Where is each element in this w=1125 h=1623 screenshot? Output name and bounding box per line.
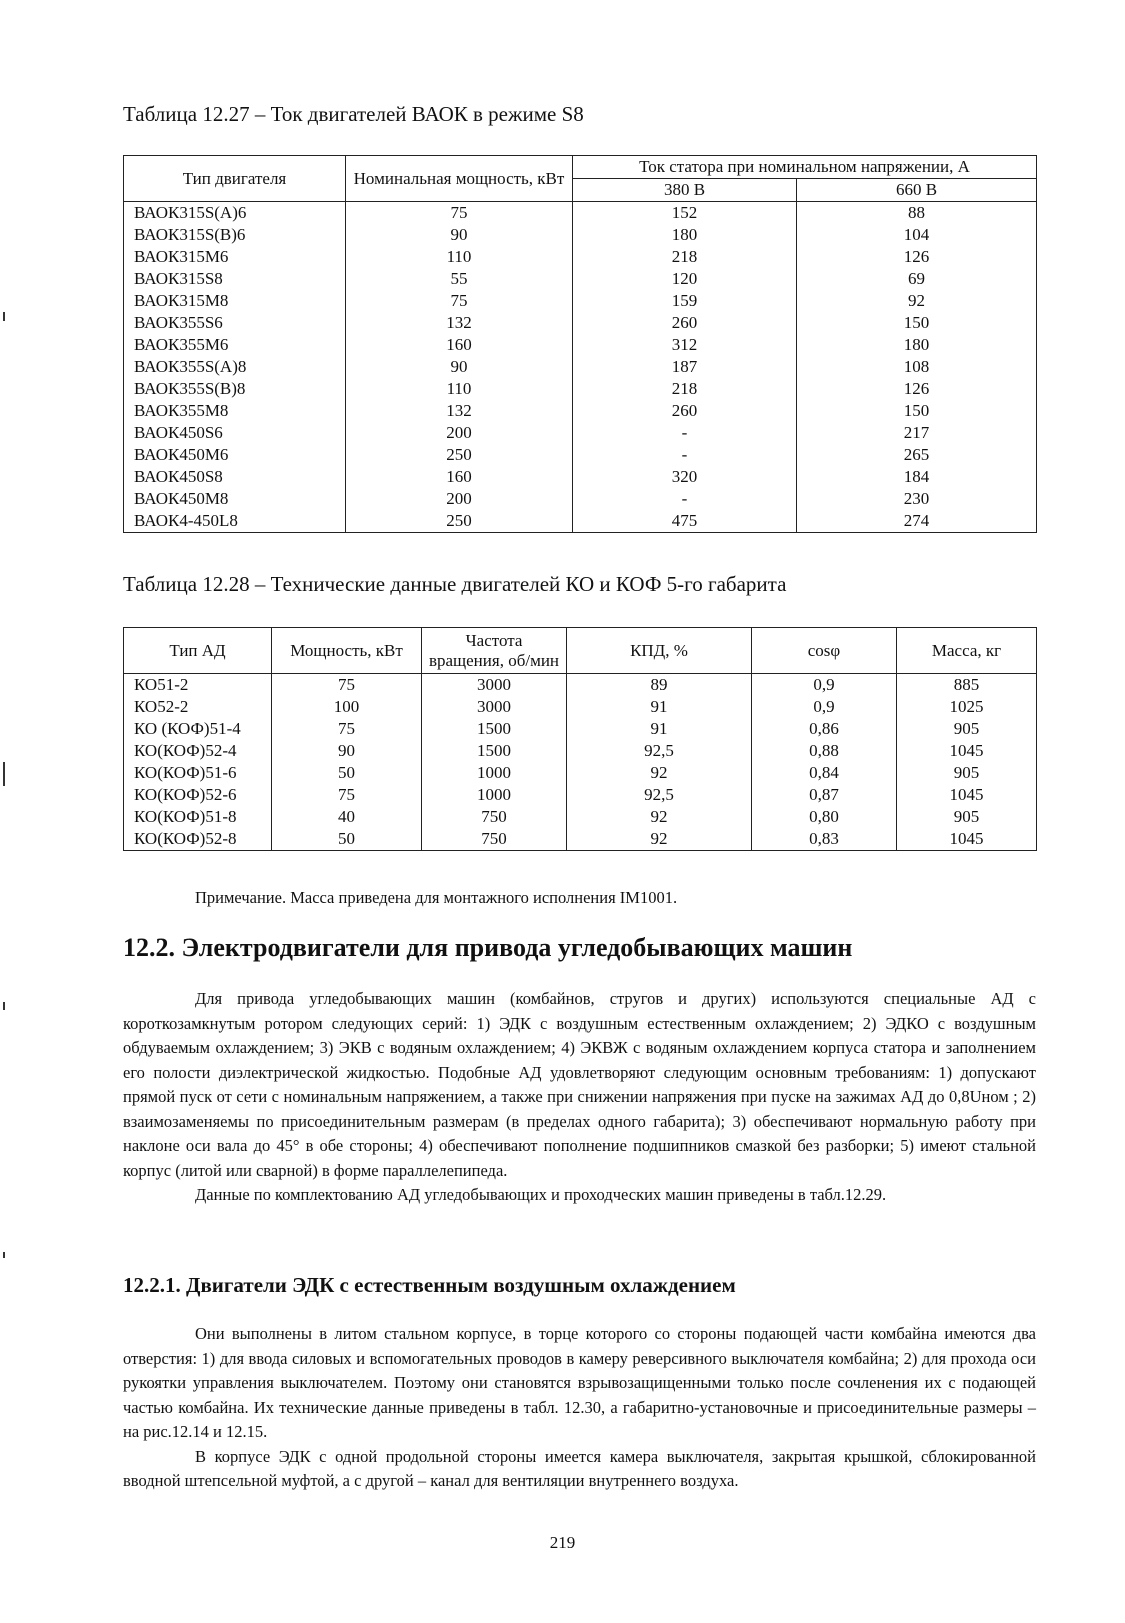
table-cell: КО(КОФ)51-6	[124, 762, 272, 784]
table-cell: 180	[797, 334, 1037, 356]
table-cell: ВАОК450М6	[124, 444, 346, 466]
header-ad-type: Тип АД	[124, 628, 272, 674]
table-cell: ВАОК355S(В)8	[124, 378, 346, 400]
table-cell: 75	[346, 290, 573, 312]
table-cell: 260	[573, 400, 797, 422]
header-power: Мощность, кВт	[272, 628, 422, 674]
table-cell: КО52-2	[124, 696, 272, 718]
table-cell: 92,5	[567, 784, 752, 806]
table-row	[124, 334, 1037, 356]
table-cell: -	[573, 488, 797, 510]
table-cell: 92	[797, 290, 1037, 312]
table-cell: 0,88	[752, 740, 897, 762]
scan-margin-mark	[3, 1002, 5, 1010]
table-cell: 40	[272, 806, 422, 828]
table-cell: 1500	[422, 740, 567, 762]
table-cell: 1045	[897, 740, 1037, 762]
table-cell: ВАОК4-450L8	[124, 510, 346, 533]
table-cell: 200	[346, 488, 573, 510]
table-cell: 750	[422, 828, 567, 851]
table-row	[124, 268, 1037, 290]
table-row	[124, 312, 1037, 334]
table-cell: 3000	[422, 696, 567, 718]
table-caption-12-28: Таблица 12.28 – Технические данные двигателей КО и КОФ 5-го габарита	[123, 572, 787, 596]
table-cell: 92	[567, 828, 752, 851]
table-cell: 92	[567, 806, 752, 828]
table-cell: 100	[272, 696, 422, 718]
table-cell: 0,87	[752, 784, 897, 806]
table-cell: 0,86	[752, 718, 897, 740]
table-cell: 69	[797, 268, 1037, 290]
table-cell: 312	[573, 334, 797, 356]
table-cell: 217	[797, 422, 1037, 444]
paragraph: Данные по комплектованию АД угледобывающих и проходческих машин приведены в табл.12.29.	[195, 1185, 887, 1204]
header-rotation-speed: Частота вращения, об/мин	[422, 628, 567, 674]
table-cell: КО51-2	[124, 674, 272, 697]
table-cell: 260	[573, 312, 797, 334]
table-cell: 90	[346, 224, 573, 246]
table-cell: ВАОК450М8	[124, 488, 346, 510]
table-cell: 180	[573, 224, 797, 246]
table-cell: 104	[797, 224, 1037, 246]
table-cell: 92	[567, 762, 752, 784]
scan-margin-mark	[3, 312, 5, 321]
table-cell: ВАОК355М8	[124, 400, 346, 422]
table-cell: 1045	[897, 784, 1037, 806]
table-cell: 126	[797, 378, 1037, 400]
table-cell: 218	[573, 378, 797, 400]
scan-margin-mark	[3, 1252, 5, 1258]
table-cell: ВАОК355М6	[124, 334, 346, 356]
table-cell: 159	[573, 290, 797, 312]
table-row	[124, 378, 1037, 400]
table-body	[124, 202, 1037, 533]
table-cell: 150	[797, 312, 1037, 334]
table-cell: 110	[346, 378, 573, 400]
header-mass: Масса, кг	[897, 628, 1037, 674]
table-cell: -	[573, 422, 797, 444]
table-cell: 75	[346, 202, 573, 225]
table-row	[124, 466, 1037, 488]
table-cell: 0,84	[752, 762, 897, 784]
header-motor-type: Тип двигателя	[124, 156, 346, 202]
table-ko-kof-specs	[123, 627, 1037, 851]
table-cell: 750	[422, 806, 567, 828]
table-cell: 218	[573, 246, 797, 268]
header-660v: 660 В	[797, 179, 1037, 202]
table-row	[124, 290, 1037, 312]
page-number: 219	[549, 1533, 576, 1552]
table-cell: 50	[272, 828, 422, 851]
table-row	[124, 422, 1037, 444]
table-cell: 230	[797, 488, 1037, 510]
table-cell: 200	[346, 422, 573, 444]
table-row	[124, 202, 1037, 225]
table-cell: 1000	[422, 784, 567, 806]
header-cos-phi: cosφ	[752, 628, 897, 674]
table-cell: 120	[573, 268, 797, 290]
table-cell: 88	[797, 202, 1037, 225]
table-cell: 0,9	[752, 696, 897, 718]
table-cell: ВАОК450S8	[124, 466, 346, 488]
table-row	[124, 718, 1037, 740]
table-row	[124, 674, 1037, 697]
table-cell: 108	[797, 356, 1037, 378]
table-note: Примечание. Масса приведена для монтажного исполнения IM1001.	[195, 888, 678, 907]
table-cell: 150	[797, 400, 1037, 422]
header-380v: 380 В	[573, 179, 797, 202]
table-cell: ВАОК315М6	[124, 246, 346, 268]
table-cell: 250	[346, 510, 573, 533]
table-cell: 3000	[422, 674, 567, 697]
table-cell: 50	[272, 762, 422, 784]
table-row	[124, 510, 1037, 533]
table-cell: КО(КОФ)52-4	[124, 740, 272, 762]
table-cell: 91	[567, 718, 752, 740]
table-cell: ВАОК315М8	[124, 290, 346, 312]
table-cell: КО(КОФ)52-8	[124, 828, 272, 851]
table-cell: 126	[797, 246, 1037, 268]
table-cell: 160	[346, 466, 573, 488]
table-cell: КО(КОФ)52-6	[124, 784, 272, 806]
table-cell: 92,5	[567, 740, 752, 762]
table-cell: 160	[346, 334, 573, 356]
table-row	[124, 784, 1037, 806]
paragraph: Для привода угледобывающих машин (комбайнов, стругов и других) используются специальные АД с короткозамкнутым ротором следующих серий: 1) ЭДК с воздушным естественным охлаждением; 2) ЭДКО с воздушным обдуваемым охлаждением; 3) ЭКВ с водяным охлаждением; 4) ЭКВЖ с водяным охлаждением корпуса статора и заполнением его полости диэлектрической жидкостью. Подобные АД удовлетворяют следующим основным требованиям: 1) допускают прямой пуск от сети с номинальным напряжением, а также при снижении напряжения при пуске на зажимах АД до 0,8Uном ; 2) взаимозаменяемы по присоединительным размерам (в пределах одного габарита); 3) обеспечивают нормальную работу при наклоне оси вала до 45° в обе стороны; 4) обеспечивают пополнение подшипников смазкой без разборки; 5) имеют стальной корпус (литой или сварной) в форме параллелепипеда.	[123, 989, 1036, 1180]
table-row	[124, 828, 1037, 851]
section-body	[123, 987, 1036, 1208]
table-cell: 0,83	[752, 828, 897, 851]
table-row	[124, 224, 1037, 246]
subsection-heading: 12.2.1. Двигатели ЭДК с естественным воздушным охлаждением	[123, 1273, 736, 1297]
table-row	[124, 488, 1037, 510]
table-vaok-current	[123, 155, 1037, 533]
paragraph: В корпусе ЭДК с одной продольной стороны имеется камера выключателя, закрытая крышкой, сблокированной вводной штепсельной муфтой, а с другой – канал для вентиляции внутреннего воздуха.	[123, 1446, 1036, 1490]
section-heading: 12.2. Электродвигатели для привода угледобывающих машин	[123, 933, 853, 962]
table-cell: ВАОК355S6	[124, 312, 346, 334]
table-cell: 475	[573, 510, 797, 533]
table-cell: ВАОК315S(В)6	[124, 224, 346, 246]
table-cell: 90	[346, 356, 573, 378]
subsection-body	[123, 1322, 1036, 1494]
table-cell: 274	[797, 510, 1037, 533]
table-cell: 320	[573, 466, 797, 488]
table-row	[124, 740, 1037, 762]
table-cell: ВАОК315S8	[124, 268, 346, 290]
table-cell: КО (КОФ)51-4	[124, 718, 272, 740]
table-cell: 132	[346, 400, 573, 422]
table-row	[124, 762, 1037, 784]
paragraph: Они выполнены в литом стальном корпусе, в торце которого со стороны подающей части комбайна имеются два отверстия: 1) для ввода силовых и вспомогательных проводов в камеру реверсивного выключателя комбайна; 2) для прохода оси рукоятки управления выключателем. Поэтому они становятся взрывозащищенными только после сочленения их с подающей частью комбайна. Их технические данные приведены в табл. 12.30, а габаритно-установочные и присоединительные размеры – на рис.12.14 и 12.15.	[123, 1324, 1036, 1441]
table-row	[124, 356, 1037, 378]
table-cell: 905	[897, 762, 1037, 784]
table-cell: 75	[272, 718, 422, 740]
table-row	[124, 444, 1037, 466]
table-cell: 152	[573, 202, 797, 225]
table-cell: 1025	[897, 696, 1037, 718]
table-cell: 110	[346, 246, 573, 268]
table-cell: 0,9	[752, 674, 897, 697]
table-row	[124, 246, 1037, 268]
table-cell: 1500	[422, 718, 567, 740]
table-cell: 905	[897, 806, 1037, 828]
header-rated-power: Номинальная мощность, кВт	[346, 156, 573, 202]
table-cell: 187	[573, 356, 797, 378]
header-stator-current: Ток статора при номинальном напряжении, А	[573, 156, 1037, 179]
table-cell: 1000	[422, 762, 567, 784]
header-efficiency: КПД, %	[567, 628, 752, 674]
table-cell: КО(КОФ)51-8	[124, 806, 272, 828]
table-cell: 132	[346, 312, 573, 334]
table-cell: 90	[272, 740, 422, 762]
table-cell: -	[573, 444, 797, 466]
table-cell: 75	[272, 674, 422, 697]
table-cell: 75	[272, 784, 422, 806]
table-cell: 905	[897, 718, 1037, 740]
table-cell: 265	[797, 444, 1037, 466]
table-cell: ВАОК355S(А)8	[124, 356, 346, 378]
table-cell: ВАОК315S(А)6	[124, 202, 346, 225]
table-cell: 91	[567, 696, 752, 718]
table-row	[124, 806, 1037, 828]
table-row	[124, 696, 1037, 718]
table-cell: 55	[346, 268, 573, 290]
table-cell: ВАОК450S6	[124, 422, 346, 444]
table-cell: 0,80	[752, 806, 897, 828]
table-caption-12-27: Таблица 12.27 – Ток двигателей ВАОК в режиме S8	[123, 102, 584, 126]
table-cell: 885	[897, 674, 1037, 697]
scan-margin-mark	[3, 762, 5, 786]
table-row	[124, 400, 1037, 422]
table-cell: 250	[346, 444, 573, 466]
table-body	[124, 674, 1037, 851]
table-cell: 89	[567, 674, 752, 697]
table-cell: 184	[797, 466, 1037, 488]
table-cell: 1045	[897, 828, 1037, 851]
